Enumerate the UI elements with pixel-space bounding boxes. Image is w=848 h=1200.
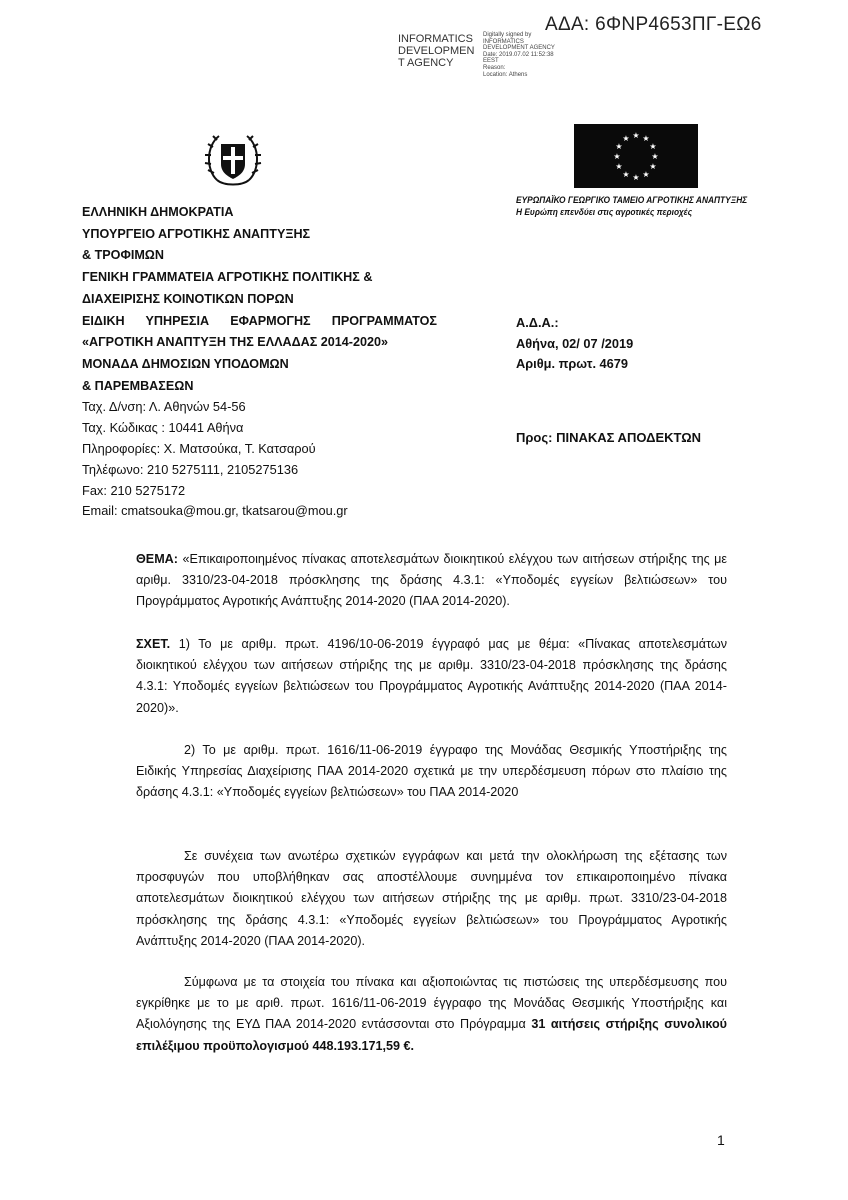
protocol-number: Αριθμ. πρωτ. 4679: [516, 356, 629, 371]
svg-text:★: ★: [622, 134, 630, 143]
related-text-1: 1) Το με αριθμ. πρωτ. 4196/10-06-2019 έγγραφό μας με θέμα: «Πίνακας αποτελεσμάτων διοικητικού ελέγχου των αιτήσεων στήριξης της με αριθμ. 3310/23-04-2018 πρόσκλησης της δράσης 4.3.1: Υποδομές εγγείων βελτιώσεων του Προγράμματος Αγροτικής Ανάπτυξης 2014-2020 (ΠΑΑ 2014-2020)».: [136, 637, 727, 715]
signature-line: Reason:: [483, 64, 506, 71]
related-label: ΣΧΕΤ.: [136, 637, 171, 651]
subject-paragraph: [136, 549, 727, 613]
svg-text:★: ★: [649, 142, 657, 151]
digital-signature-details: [483, 32, 578, 78]
contact-phone: Τηλέφωνο: 210 5275111, 2105275136: [82, 461, 299, 477]
svg-text:★: ★: [632, 173, 640, 182]
ada-code: ΑΔΑ: 6ΦΝΡ4653ΠΓ-ΕΩ6: [545, 14, 762, 35]
svg-text:★: ★: [651, 152, 659, 161]
sender-line: ΓΕΝΙΚΗ ΓΡΑΜΜΑΤΕΙΑ ΑΓΡΟΤΙΚΗΣ ΠΟΛΙΤΙΚΗΣ &: [82, 270, 373, 285]
signature-line: Date: 2019.07.02 11:52:38: [483, 51, 554, 58]
signature-line: Location: Athens: [483, 71, 528, 78]
recipient-line: Προς: ΠΙΝΑΚΑΣ ΑΠΟΔΕΚΤΩΝ: [516, 430, 702, 445]
svg-text:★: ★: [613, 152, 621, 161]
signature-line: DEVELOPMENT AGENCY: [483, 45, 555, 52]
page-number: 1: [717, 1132, 725, 1148]
svg-text:★: ★: [642, 170, 650, 179]
signature-line: Digitally signed by: [483, 32, 532, 38]
related-paragraph-2: 2) Το με αριθμ. πρωτ. 1616/11-06-2019 έγγραφο της Μονάδας Θεσμικής Υποστήριξης της Ειδικής Υπηρεσίας Διαχείρισης ΠΑΑ 2014-2020 σχετικά με την υπερδέσμευση πόρων στο πλαίσιο της δράσης 4.3.1: «Υποδομές εγγείων βελτιώσεων» του ΠΑΑ 2014-2020: [136, 743, 727, 800]
sender-block: [82, 202, 437, 522]
sender-line: «ΑΓΡΟΤΙΚΗ ΑΝΑΠΤΥΞΗ ΤΗΣ ΕΛΛΑΔΑΣ 2014-2020»: [82, 335, 389, 350]
svg-text:★: ★: [642, 134, 650, 143]
eu-flag-icon: [574, 124, 698, 188]
sender-line: & ΠΑΡΕΜΒΑΣΕΩΝ: [82, 378, 194, 393]
subject-text: «Επικαιροποιημένος πίνακας αποτελεσμάτων διοικητικού ελέγχου των αιτήσεων στήριξης της με αριθμ. 3310/23-04-2018 πρόσκλησης της δράσης 4.3.1: «Υποδομές εγγείων βελτιώσεων» του Προγράμματος Αγροτικής Ανάπτυξης 2014-2020 (ΠΑΑ 2014-2020).: [136, 552, 727, 609]
contact-email: Email: cmatsouka@mou.gr, tkatsarou@mou.gr: [82, 503, 348, 519]
svg-text:★: ★: [622, 170, 630, 179]
signature-organization: INFORMATICS DEVELOPMEN T AGENCY: [398, 33, 475, 69]
svg-text:★: ★: [632, 131, 640, 140]
body-paragraph-2-text: Σύμφωνα με τα στοιχεία του πίνακα και αξιοποιώντας τις πιστώσεις της υπερδέσμευσης που εγκρίθηκε με το με αριθ. πρωτ. 1616/11-06-2019 έγγραφο της Μονάδας Θεσμικής Υποστήριξης και Αξιολόγησης της ΕΥΔ ΠΑΑ 2014-2020 εντάσσονται στο Πρόγραμμα: [136, 975, 727, 1032]
contact-postcode: Ταχ. Κώδικας : 10441 Αθήνα: [82, 420, 244, 436]
related-paragraph-1: [136, 634, 727, 719]
sender-line: & ΤΡΟΦΙΜΩΝ: [82, 248, 165, 263]
sender-line: ΔΙΑΧΕΙΡΙΣΗΣ ΚΟΙΝΟΤΙΚΩΝ ΠΟΡΩΝ: [82, 291, 294, 306]
subject-label: ΘΕΜΑ:: [136, 552, 178, 566]
svg-text:★: ★: [615, 142, 623, 151]
body-paragraph-2: [136, 972, 727, 1057]
sender-line: ΕΛΛΗΝΙΚΗ ΔΗΜΟΚΡΑΤΙΑ: [82, 205, 234, 219]
sender-line: ΥΠΟΥΡΓΕΙΟ ΑΓΡΟΤΙΚΗΣ ΑΝΑΠΤΥΞΗΣ: [82, 226, 311, 241]
document-date: Αθήνα, 02/ 07 /2019: [516, 335, 634, 351]
contact-address: Ταχ. Δ/νση: Λ. Αθηνών 54-56: [82, 399, 246, 415]
eafrd-logo-text: ΕΥΡΩΠΑΪΚΟ ΓΕΩΡΓΙΚΟ ΤΑΜΕΙΟ ΑΓΡΟΤΙΚΗΣ ΑΝΑΠΤΥΞΗΣ Η Ευρώπη επενδύει στις αγροτικές περιοχές: [516, 195, 748, 218]
sender-line: ΕΙΔΙΚΗ ΥΠΗΡΕΣΙΑ ΕΦΑΡΜΟΓΗΣ ΠΡΟΓΡΑΜΜΑΤΟΣ: [82, 313, 437, 328]
svg-text:★: ★: [649, 162, 657, 171]
greek-emblem-icon: [204, 128, 262, 190]
contact-info-persons: Πληροφορίες: Χ. Ματσούκα, Τ. Κατσαρού: [82, 440, 316, 456]
body-paragraph-1: Σε συνέχεια των ανωτέρω σχετικών εγγράφων και μετά την ολοκλήρωση της εξέτασης των προσφυγών που υποβλήθηκαν σας αποστέλλουμε συνημμένα τον επικαιροποιημένο πίνακα αποτελεσμάτων διοικητικού ελέγχου των αιτήσεων στήριξης της με αριθμ. πρωτ. 3310/23-04-2018 πρόσκλησης της δράσης 4.3.1: «Υποδομές εγγείων βελτιώσεων» του Προγράμματος Αγροτικής Ανάπτυξης 2014-2020 (ΠΑΑ 2014-2020).: [136, 849, 727, 948]
contact-fax: Fax: 210 5275172: [82, 482, 186, 498]
signature-line: INFORMATICS: [483, 38, 524, 45]
signature-line: EEST: [483, 58, 499, 65]
body-paragraph-2-highlight: 31 αιτήσεις στήριξης συνολικού επιλέξιμου προϋπολογισμού 448.193.171,59 €.: [136, 1017, 727, 1053]
ada-label: Α.Δ.Α.:: [516, 315, 559, 330]
reference-block: [516, 313, 633, 375]
sender-line: ΜΟΝΑΔΑ ΔΗΜΟΣΙΩΝ ΥΠΟΔΟΜΩΝ: [82, 356, 289, 371]
svg-text:★: ★: [615, 162, 623, 171]
